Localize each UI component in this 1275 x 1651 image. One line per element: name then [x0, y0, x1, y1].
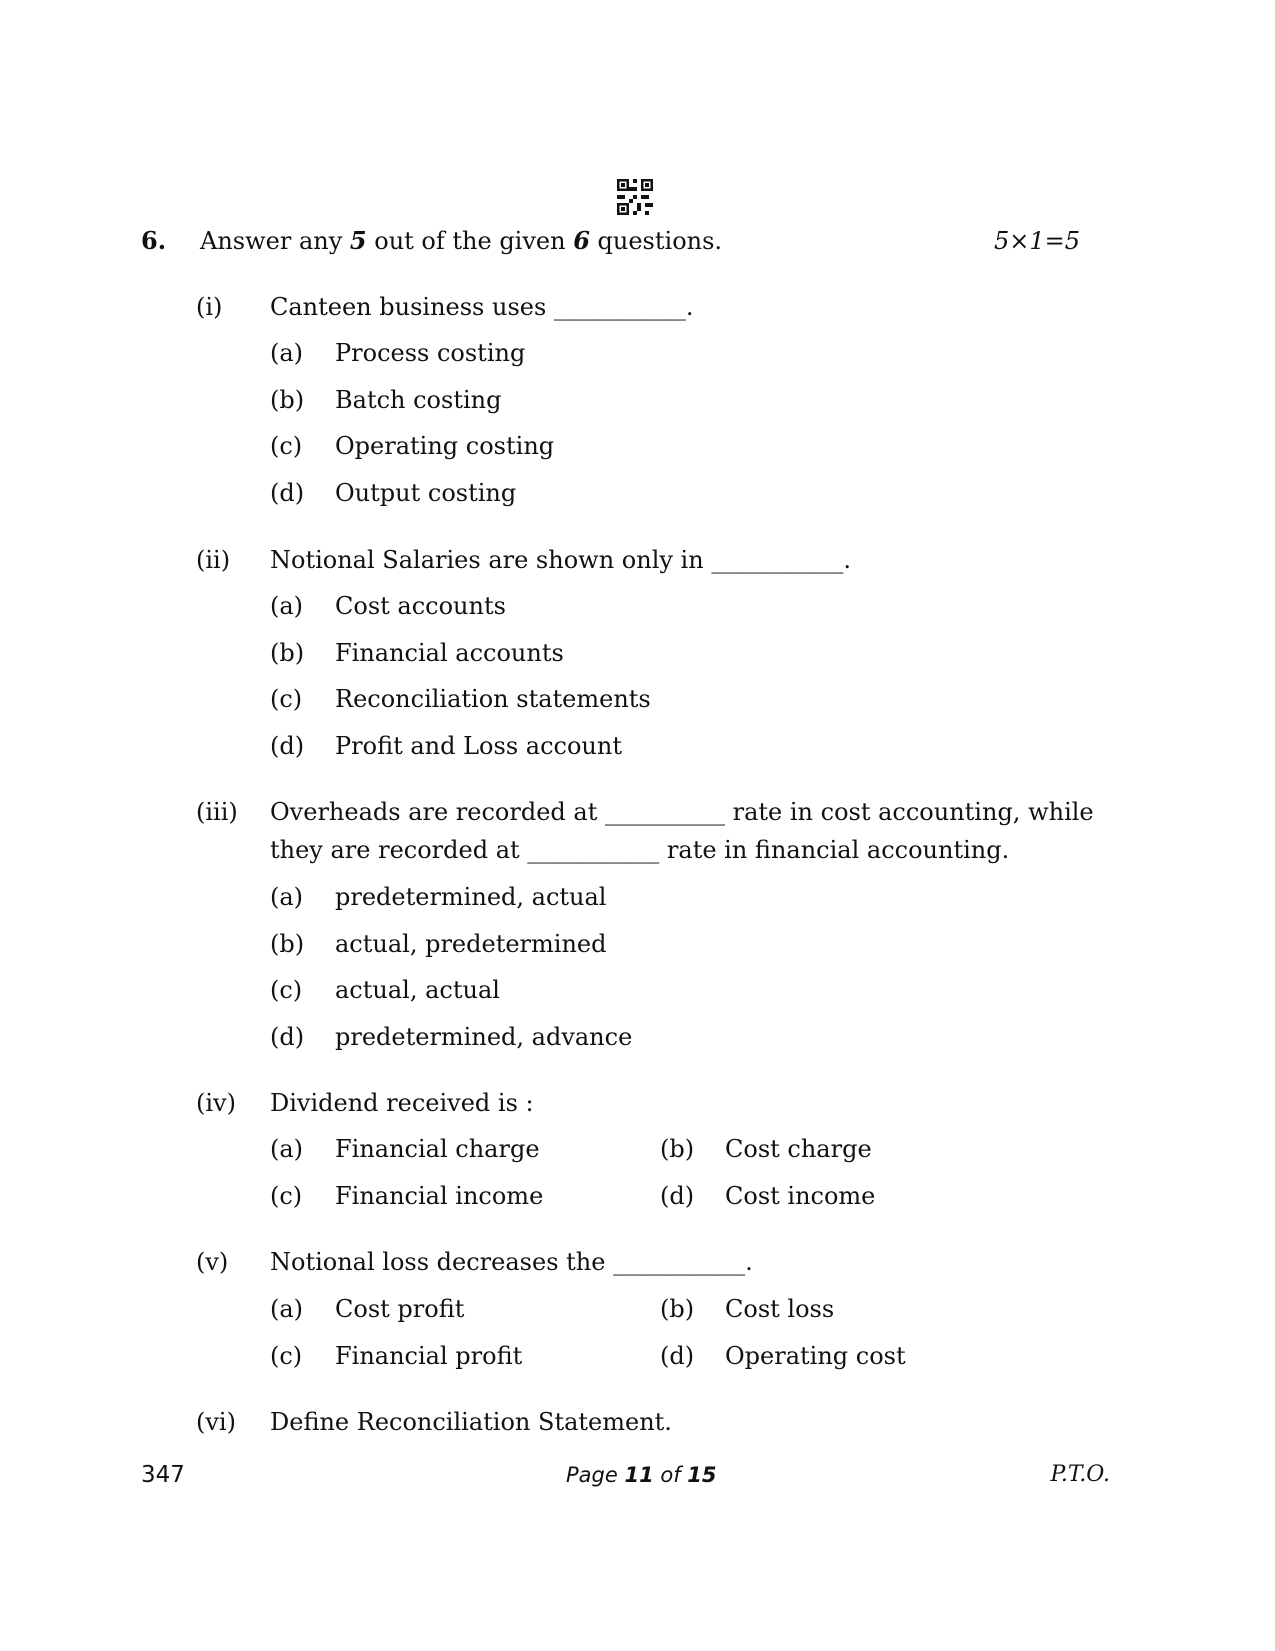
option-text: Reconciliation statements — [335, 685, 651, 713]
subquestion-text: Overheads are recorded at __________ rate in cost accounting, while — [270, 798, 1094, 826]
paper-code: 347 — [141, 1462, 185, 1488]
subquestion-label: (ii) — [196, 546, 231, 574]
subquestion-text: Define Reconciliation Statement. — [270, 1408, 672, 1436]
option-label: (a) — [270, 1135, 304, 1163]
option-label: (a) — [270, 592, 304, 620]
option-text: Financial charge — [335, 1135, 540, 1163]
option-label: (a) — [270, 1295, 304, 1323]
option-label: (c) — [270, 1182, 303, 1210]
subquestion-text: Canteen business uses ___________. — [270, 293, 694, 321]
option-text: Batch costing — [335, 386, 502, 414]
option-label: (c) — [270, 976, 303, 1004]
option-text: Cost profit — [335, 1295, 465, 1323]
qr-code-icon — [617, 179, 653, 215]
subquestion-label: (vi) — [196, 1408, 236, 1436]
option-text: Output costing — [335, 479, 517, 507]
option-text: Profit and Loss account — [335, 732, 622, 760]
option-label: (b) — [660, 1295, 695, 1323]
option-text: actual, actual — [335, 976, 500, 1004]
option-text: Cost accounts — [335, 592, 506, 620]
option-label: (c) — [270, 685, 303, 713]
option-text: Financial profit — [335, 1342, 523, 1370]
option-label: (d) — [270, 732, 305, 760]
option-text: Cost charge — [725, 1135, 872, 1163]
subquestion-label: (i) — [196, 293, 223, 321]
question-instruction: Answer any 5 out of the given 6 questions. — [200, 226, 723, 255]
marks-allocation: 5×1=5 — [993, 227, 1080, 255]
subquestion-text: Notional Salaries are shown only in ___________. — [270, 546, 851, 574]
subquestion-label: (iii) — [196, 798, 238, 826]
subquestion-text: they are recorded at ___________ rate in financial accounting. — [270, 836, 1010, 864]
option-label: (a) — [270, 883, 304, 911]
subquestion-text: Dividend received is : — [270, 1089, 534, 1117]
option-label: (a) — [270, 339, 304, 367]
question-number: 6. — [141, 226, 167, 255]
option-label: (b) — [270, 930, 305, 958]
option-text: Financial accounts — [335, 639, 564, 667]
subquestion-label: (v) — [196, 1248, 229, 1276]
option-label: (d) — [660, 1182, 695, 1210]
option-text: actual, predetermined — [335, 930, 607, 958]
option-text: predetermined, advance — [335, 1023, 633, 1051]
option-label: (d) — [270, 1023, 305, 1051]
option-text: Financial income — [335, 1182, 544, 1210]
option-label: (c) — [270, 1342, 303, 1370]
option-text: Cost loss — [725, 1295, 835, 1323]
subquestion-text: Notional loss decreases the ___________. — [270, 1248, 753, 1276]
subquestion-label: (iv) — [196, 1089, 236, 1117]
option-text: Operating cost — [725, 1342, 906, 1370]
page-number: Page 11 of 15 — [566, 1463, 717, 1487]
option-text: Process costing — [335, 339, 526, 367]
option-label: (c) — [270, 432, 303, 460]
pto-marker: P.T.O. — [1050, 1462, 1110, 1487]
option-text: Operating costing — [335, 432, 555, 460]
option-label: (d) — [660, 1342, 695, 1370]
option-text: Cost income — [725, 1182, 876, 1210]
option-text: predetermined, actual — [335, 883, 607, 911]
option-label: (b) — [660, 1135, 695, 1163]
option-label: (d) — [270, 479, 305, 507]
option-label: (b) — [270, 386, 305, 414]
option-label: (b) — [270, 639, 305, 667]
